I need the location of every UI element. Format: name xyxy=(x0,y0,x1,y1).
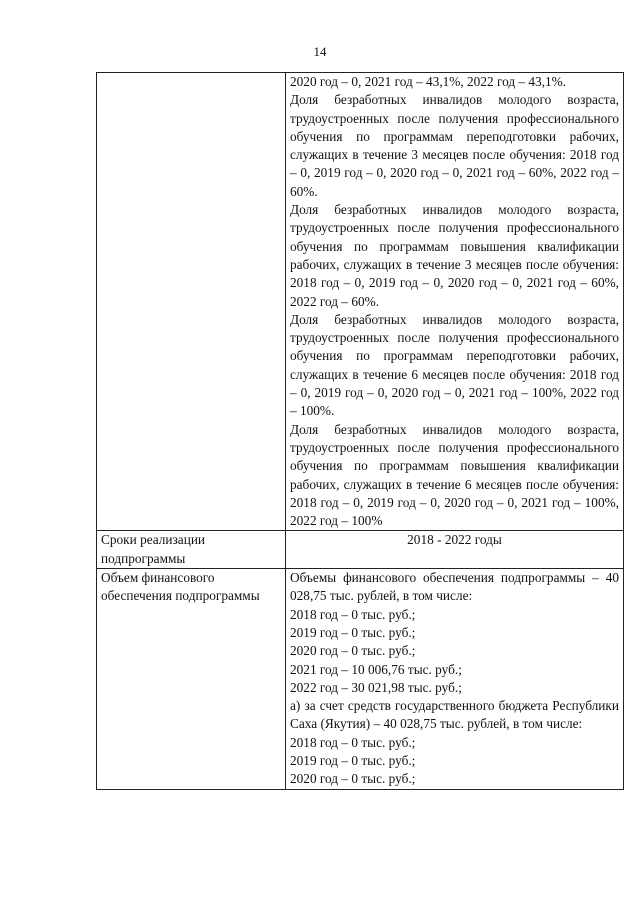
row-label-empty xyxy=(97,73,286,531)
funding-volume-label: Объем финансового обеспечения подпрограммы xyxy=(97,569,286,790)
funding-year-line: 2020 год – 0 тыс. руб.; xyxy=(290,643,416,659)
funding-source-year-line: 2019 год – 0 тыс. руб.; xyxy=(290,752,416,768)
page-number: 14 xyxy=(313,44,327,59)
funding-intro: Объемы финансового обеспечения подпрограммы – 40 028,75 тыс. рублей, в том числе: xyxy=(290,570,619,604)
indicator-paragraph: Доля безработных инвалидов молодого возраста, трудоустроенных после получения профессионального обучения по программам переподготовки рабочих, служащих в течение 3 месяцев после обучения: 2018 год – 0, 2019 год – 0, 2020 год – 0, 2021 год – 60%, 2022 год – 60%. xyxy=(290,92,619,199)
table-row xyxy=(97,569,624,790)
subprogram-passport-table xyxy=(96,72,624,790)
indicator-paragraph: Доля безработных инвалидов молодого возраста, трудоустроенных после получения профессионального обучения по программам повышения квалификации рабочих, служащих в течение 6 месяцев после обучения: 2018 год – 0, 2019 год – 0, 2020 год – 0, 2021 год – 100%, 2022 год – 100% xyxy=(290,421,619,529)
funding-year-line: 2021 год – 10 006,76 тыс. руб.; xyxy=(290,661,462,677)
funding-year-line: 2018 год – 0 тыс. руб.; xyxy=(290,606,416,622)
indicators-cell xyxy=(286,73,624,531)
funding-year-line: 2022 год – 30 021,98 тыс. руб.; xyxy=(290,679,462,695)
funding-volume-cell xyxy=(286,569,624,790)
table-row xyxy=(97,73,624,531)
indicator-paragraph: Доля безработных инвалидов молодого возраста, трудоустроенных после получения профессионального обучения по программам переподготовки рабочих, служащих в течение 6 месяцев после обучения: 2018 год – 0, 2019 год – 0, 2020 год – 0, 2021 год – 100%, 2022 год – 100%. xyxy=(290,311,619,419)
funding-year-line: 2019 год – 0 тыс. руб.; xyxy=(290,624,416,640)
indicator-paragraph: Доля безработных инвалидов молодого возраста, трудоустроенных после получения профессионального обучения по программам повышения квалификации рабочих, служащих в течение 3 месяцев после обучения: 2018 год – 0, 2019 год – 0, 2020 год – 0, 2021 год – 60%, 2022 год – 60%. xyxy=(290,202,619,309)
funding-source-year-line: 2020 год – 0 тыс. руб.; xyxy=(290,771,416,787)
funding-source: а) за счет средств государственного бюджета Республики Саха (Якутия) – 40 028,75 тыс. рублей, в том числе: xyxy=(290,698,619,732)
implementation-period-value: 2018 - 2022 годы xyxy=(286,531,624,569)
funding-source-year-line: 2018 год – 0 тыс. руб.; xyxy=(290,734,416,750)
table-row xyxy=(97,531,624,569)
indicator-paragraph: 2020 год – 0, 2021 год – 43,1%, 2022 год – 43,1%. xyxy=(290,74,567,89)
implementation-period-label: Сроки реализации подпрограммы xyxy=(97,531,286,569)
